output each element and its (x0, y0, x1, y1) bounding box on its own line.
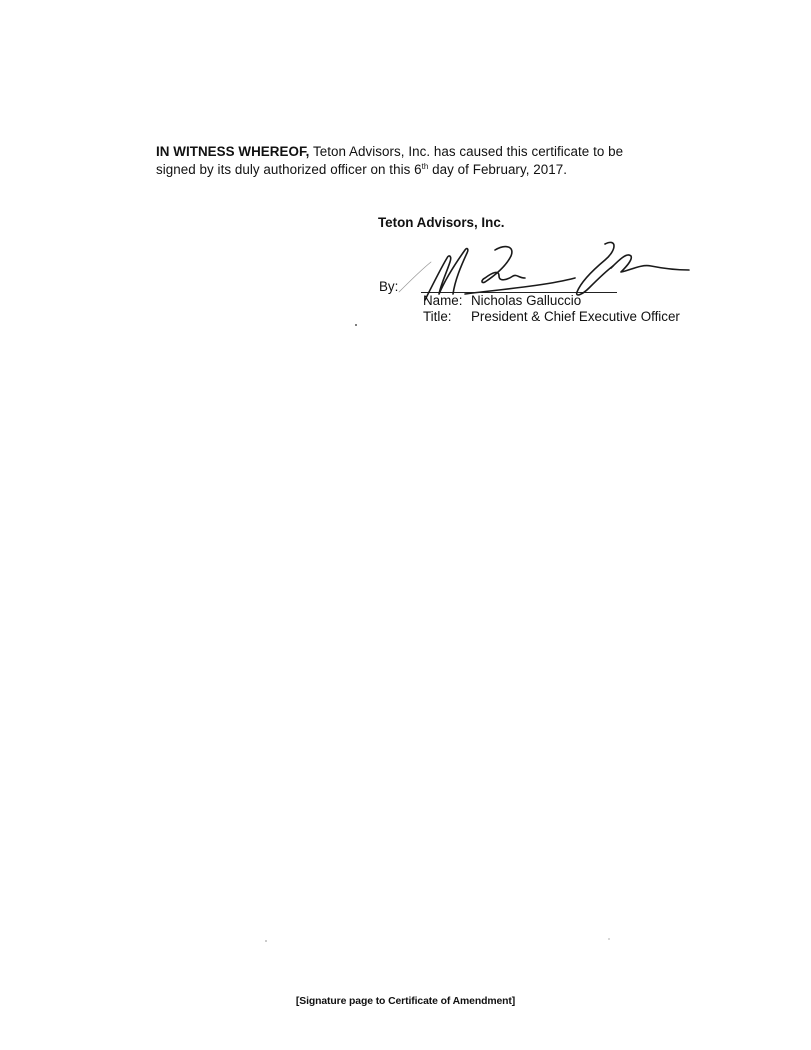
signer-name-row (423, 293, 581, 308)
company-name: Teton Advisors, Inc. (378, 215, 505, 230)
name-label: Name: (423, 293, 463, 308)
scan-speck (355, 324, 357, 326)
scan-speck (608, 938, 610, 940)
witness-date-text: day of February, 2017. (428, 161, 567, 177)
witness-lead: IN WITNESS WHEREOF, (156, 144, 310, 159)
scan-speck (265, 940, 267, 942)
page-footer: [Signature page to Certificate of Amendment] (295, 996, 516, 1007)
witness-line2-text: signed by its duly authorized officer on this 6 (156, 161, 422, 177)
signer-name: Nicholas Galluccio (471, 293, 582, 308)
witness-line1-text: Teton Advisors, Inc. has caused this certificate to be (309, 144, 624, 159)
witness-paragraph (156, 143, 676, 178)
signer-title: President & Chief Executive Officer (471, 309, 680, 324)
by-label: By: (379, 279, 399, 294)
ordinal-suffix: th (421, 161, 429, 171)
signer-title-row (423, 309, 680, 324)
title-label: Title: (423, 309, 452, 324)
